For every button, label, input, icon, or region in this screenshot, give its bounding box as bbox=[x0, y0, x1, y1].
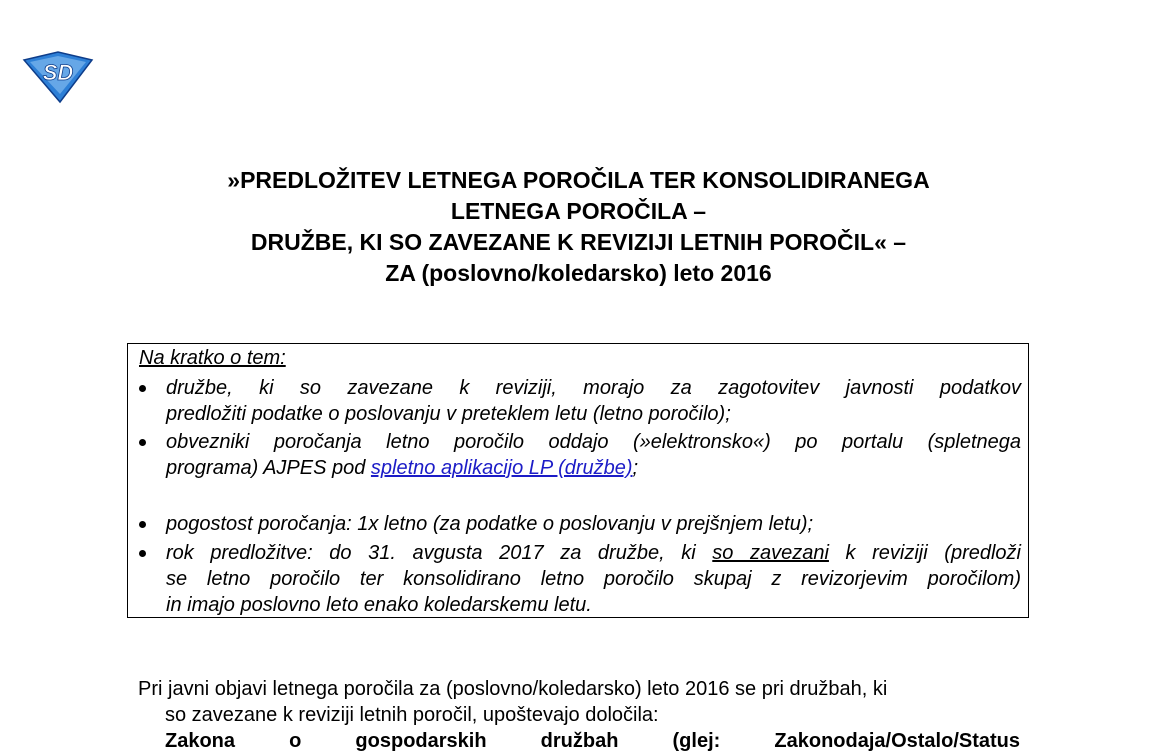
bullet-4-text-a: rok predložitve: do 31. avgusta 2017 za družbe, ki bbox=[166, 542, 713, 564]
bullet-2-text-end: ; bbox=[632, 457, 639, 479]
paragraph-line-1: Pri javni objavi letnega poročila za (poslovno/koledarsko) leto 2016 se pri družbah, ki bbox=[138, 678, 888, 700]
title-line-2: LETNEGA POROČILA – bbox=[450, 198, 707, 224]
bullet-2-line-2 bbox=[166, 455, 638, 481]
bullet-icon bbox=[139, 439, 146, 446]
bullet-4-text-b: k reviziji (predloži bbox=[828, 542, 1021, 564]
bullet-2-text: programa) AJPES pod bbox=[166, 457, 371, 479]
bullet-4-line-2: se letno poročilo ter konsolidirano letno poročilo skupaj z revizorjevim poročilom) bbox=[166, 568, 1021, 590]
bullet-4-underlined: so zavezani bbox=[712, 542, 829, 564]
summary-box bbox=[127, 343, 1029, 618]
summary-heading: Na kratko o tem: bbox=[139, 347, 286, 369]
paragraph-line-2: so zavezane k reviziji letnih poročil, upoštevajo določila: bbox=[165, 704, 659, 726]
bullet-1-line-1: družbe, ki so zavezane k reviziji, morajo za zagotovitev javnosti podatkov bbox=[166, 377, 1021, 399]
bullet-icon bbox=[139, 550, 146, 557]
bullet-icon bbox=[139, 385, 146, 392]
bullet-3-line-1: pogostost poročanja: 1x letno (za podatke o poslovanju v prejšnjem letu); bbox=[166, 513, 814, 535]
bullet-4-line-1 bbox=[166, 540, 1021, 566]
bullet-4-line-3: in imajo poslovno leto enako koledarskemu letu. bbox=[166, 594, 592, 616]
paragraph-line-3: Zakona o gospodarskih družbah (glej: Zakonodaja/Ostalo/Status bbox=[165, 730, 1020, 752]
svg-text:SD: SD bbox=[42, 60, 74, 85]
bullet-1-line-2: predložiti podatke o poslovanju v preteklem letu (letno poročilo); bbox=[166, 403, 731, 425]
bullet-icon bbox=[139, 521, 146, 528]
title-line-3: DRUŽBE, KI SO ZAVEZANE K REVIZIJI LETNIH POROČIL« – bbox=[250, 229, 907, 255]
page-title bbox=[0, 165, 1157, 289]
spletno-aplikacijo-link[interactable]: spletno aplikacijo LP (družbe) bbox=[370, 457, 633, 479]
title-line-4: ZA (poslovno/koledarsko) leto 2016 bbox=[385, 260, 772, 286]
bullet-2-line-1: obvezniki poročanja letno poročilo oddajo (»elektronsko«) po portalu (spletnega bbox=[166, 431, 1021, 453]
sd-shield-logo-icon bbox=[20, 50, 96, 104]
title-line-1: »PREDLOŽITEV LETNEGA POROČILA TER KONSOLIDIRANEGA bbox=[227, 167, 930, 193]
